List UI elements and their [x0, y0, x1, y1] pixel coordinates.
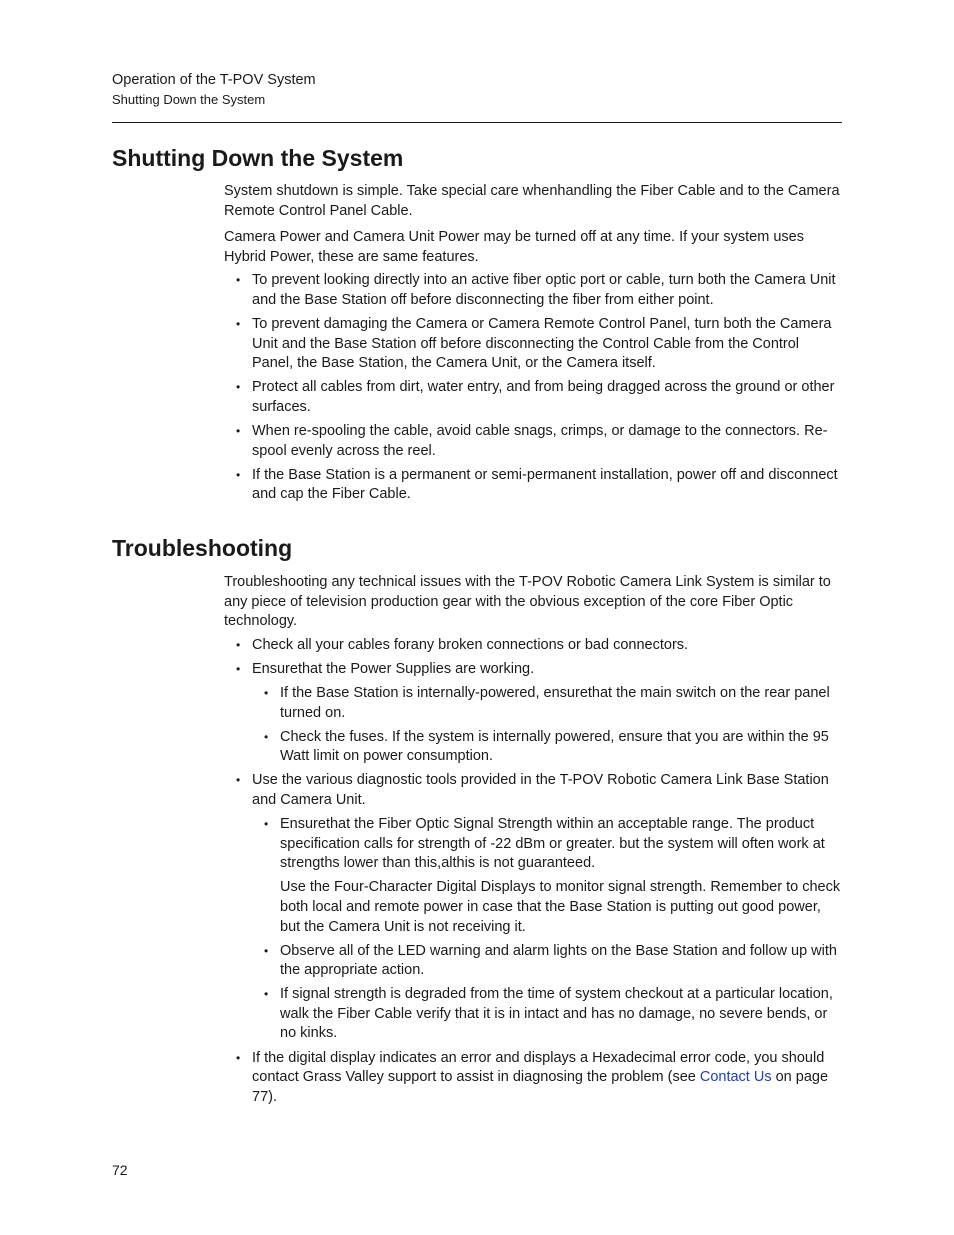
contact-us-link[interactable]: Contact Us — [699, 1069, 772, 1086]
list-item: • If the digital display indicates an error and displays a Hexadecimal error code, you should contact Grass Valley support to assist in diagnosing the problem (see Contact Us on page 77). — [236, 1049, 829, 1105]
bullet-icon: • — [236, 317, 241, 332]
troubleshooting-bullet-list — [224, 636, 844, 1108]
list-item: • If signal strength is degraded from the time of system checkout at a particular location, walk the Fiber Cable verify that it is in intact and has no damage, no severe bends, or no kinks. — [264, 986, 833, 1042]
bullet-icon: • — [264, 817, 269, 832]
bullet-icon: • — [264, 987, 269, 1002]
shutdown-heading: Shutting Down the System — [112, 145, 404, 171]
diagnostic-sub-list — [252, 815, 844, 1044]
running-header — [112, 70, 316, 109]
list-item: • If the Base Station is internally-powered, ensurethat the main switch on the rear panel turned on. — [264, 684, 830, 721]
troubleshooting-intro: Troubleshooting any technical issues with the T-POV Robotic Camera Link System is similar to any piece of television production gear with the obvious exception of the core Fiber Optic technology. — [224, 574, 831, 630]
list-item: • Observe all of the LED warning and alarm lights on the Base Station and follow up with the appropriate action. — [264, 942, 837, 979]
shutdown-para-2: Camera Power and Camera Unit Power may be turned off at any time. If your system uses Hybrid Power, these are same features. — [224, 229, 804, 265]
shutdown-bullet-list — [224, 271, 844, 505]
bullet-icon: • — [264, 943, 269, 958]
section-title: Shutting Down the System — [112, 92, 266, 107]
list-item: • Protect all cables from dirt, water entry, and from being dragged across the ground or other surfaces. — [236, 379, 835, 415]
bullet-icon: • — [236, 773, 241, 788]
list-item: • Ensurethat the Fiber Optic Signal Strength within an acceptable range. The product specification calls for strength of -22 dBm or greater. but the system will often work at strengths lower than this,althis is not guaranteed. — [264, 816, 825, 872]
bullet-icon: • — [264, 729, 269, 744]
bullet-icon: • — [236, 467, 241, 482]
list-item: • Use the various diagnostic tools provided in the T-POV Robotic Camera Link Base Station and Camera Unit. • Ensurethat the Fiber Optic Signal Strength within an acceptable range. The product specification calls for strength of -22 dBm or greater. but the system will often work at strengths lower than this,althis is not guaranteed. Use the Four-Character Digital Displays to monitor signal strength. Remember to check both local and remote power in case that the Base Station is putting out good power, but the Camera Unit is not receiving it. • Observe all of the LED warning and alarm lights on the Base Station and follow up with the appropriate action. • If signal strength is degraded from the time of system checkout at a particular location, walk the Fiber Cable verify that it is in intact and has no damage, no severe bends, or no kinks. — [224, 771, 844, 1044]
list-item: • To prevent damaging the Camera or Camera Remote Control Panel, turn both the Camera Unit and the Base Station off before disconnecting the Control Cable from the Control Panel, the Base Station, the Camera Unit, or the Camera itself. — [236, 316, 832, 372]
shutdown-body — [224, 182, 844, 509]
list-item: • If the Base Station is a permanent or semi-permanent installation, power off and disconnect and cap the Fiber Cable. — [236, 466, 838, 503]
troubleshooting-heading: Troubleshooting — [112, 535, 293, 561]
bullet-icon: • — [236, 661, 241, 676]
shutdown-para-1: System shutdown is simple. Take special care whenhandling the Fiber Cable and to the Camera Remote Control Panel Cable. — [224, 183, 840, 219]
list-item: • Ensurethat the Power Supplies are working. • If the Base Station is internally-powered, ensurethat the main switch on the rear panel turned on. • Check the fuses. If the system is internally powered, ensure that you are within the 95 Watt limit on power consumption. — [224, 660, 844, 767]
list-item: • When re-spooling the cable, avoid cable snags, crimps, or damage to the connectors. Re-spool evenly across the reel. — [236, 423, 828, 459]
troubleshooting-body — [224, 573, 844, 1112]
page-number: 72 — [112, 1162, 128, 1178]
list-item: • To prevent looking directly into an active fiber optic port or cable, turn both the Camera Unit and the Base Station off before disconnecting the fiber from either point. — [236, 272, 836, 308]
header-divider — [112, 122, 842, 123]
bullet-icon: • — [236, 424, 241, 439]
list-item: • Check the fuses. If the system is internally powered, ensure that you are within the 95 Watt limit on power consumption. — [264, 728, 829, 765]
bullet-icon: • — [236, 273, 241, 288]
list-item: • Check all your cables forany broken connections or bad connectors. — [224, 636, 844, 656]
chapter-title: Operation of the T-POV System — [112, 72, 316, 88]
bullet-icon: • — [264, 685, 269, 700]
signal-strength-note: Use the Four-Character Digital Displays to monitor signal strength. Remember to check both local and remote power in case that the Base Station is putting out good power, but the Camera Unit is not receiving it. — [280, 879, 841, 935]
bullet-icon: • — [236, 380, 241, 395]
bullet-icon: • — [236, 1050, 241, 1065]
bullet-icon: • — [236, 637, 241, 652]
power-sub-list — [252, 684, 844, 767]
